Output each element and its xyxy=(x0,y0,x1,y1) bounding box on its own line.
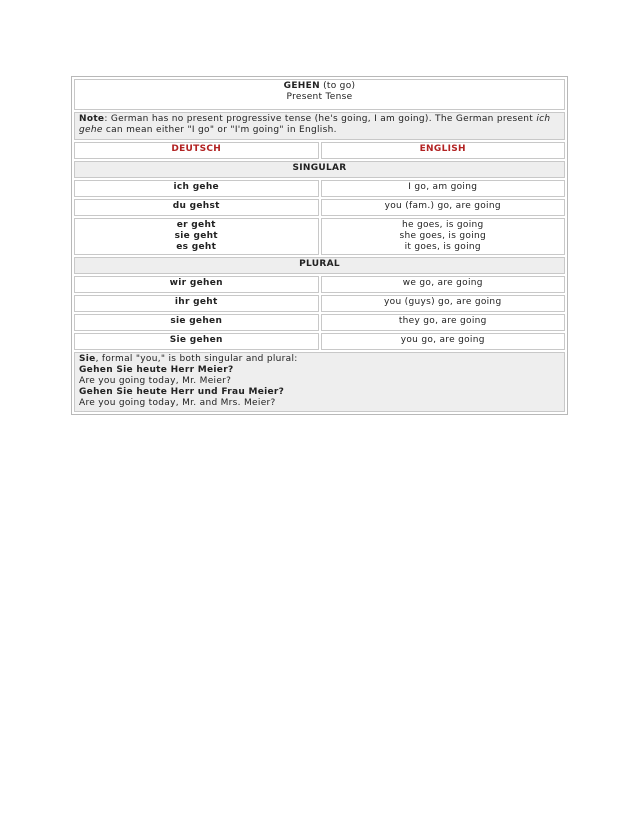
note-italic: ich gehe xyxy=(79,114,551,135)
column-header-deutsch: DEUTSCH xyxy=(74,142,319,159)
example-1-german: Gehen Sie heute Herr Meier? xyxy=(79,365,234,375)
english-cell: you (guys) go, are going xyxy=(321,295,566,312)
english-cell: you (fam.) go, are going xyxy=(321,199,566,216)
table-row xyxy=(74,276,565,293)
german-cell: er geht sie geht es geht xyxy=(74,218,319,255)
note-label: Note xyxy=(79,114,105,124)
german-cell: sie gehen xyxy=(74,314,319,331)
note-box xyxy=(74,112,565,140)
english-cell: I go, am going xyxy=(321,180,566,197)
table-title xyxy=(74,79,565,110)
verb-meaning: (to go) xyxy=(323,81,356,91)
german-cell: du gehst xyxy=(74,199,319,216)
sie-description: , formal "you," is both singular and plural: xyxy=(95,354,298,364)
english-cell: we go, are going xyxy=(321,276,566,293)
german-cell: Sie gehen xyxy=(74,333,319,350)
footer-note xyxy=(74,352,565,412)
english-cell: they go, are going xyxy=(321,314,566,331)
sie-word: Sie xyxy=(79,354,96,364)
example-2-german: Gehen Sie heute Herr und Frau Meier? xyxy=(79,387,285,397)
example-1-english: Are you going today, Mr. Meier? xyxy=(79,376,232,386)
table-row xyxy=(74,333,565,350)
example-2-english: Are you going today, Mr. and Mrs. Meier? xyxy=(79,398,276,408)
note-text-prefix: : German has no present progressive tense (he's going, I am going). The German present xyxy=(104,114,537,124)
table-row xyxy=(74,180,565,197)
section-singular: SINGULAR xyxy=(74,161,565,178)
german-cell: ich gehe xyxy=(74,180,319,197)
note-text-suffix: can mean either "I go" or "I'm going" in English. xyxy=(102,125,337,135)
table-row xyxy=(74,199,565,216)
table-row xyxy=(74,295,565,312)
section-plural: PLURAL xyxy=(74,257,565,274)
english-cell: he goes, is going she goes, is going it goes, is going xyxy=(321,218,566,255)
table-row xyxy=(74,314,565,331)
english-cell: you go, are going xyxy=(321,333,566,350)
conjugation-table xyxy=(71,76,568,415)
table-row xyxy=(74,218,565,255)
column-header-english: ENGLISH xyxy=(321,142,566,159)
tense-label: Present Tense xyxy=(286,92,353,102)
verb-name: GEHEN xyxy=(283,81,320,91)
german-cell: wir gehen xyxy=(74,276,319,293)
german-cell: ihr geht xyxy=(74,295,319,312)
